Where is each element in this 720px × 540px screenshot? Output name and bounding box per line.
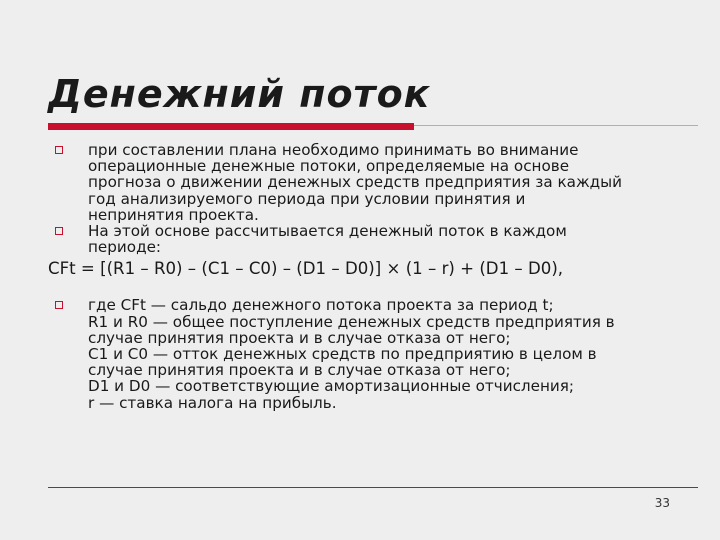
square-bullet-icon bbox=[55, 146, 63, 154]
square-bullet-icon bbox=[55, 301, 63, 309]
footer-divider-line bbox=[48, 487, 698, 488]
text-line: год анализируемого периода при условии принятия и bbox=[88, 189, 526, 208]
spacer bbox=[48, 279, 688, 297]
definition-line: R1 и R0 — общее поступление денежных средств предприятия в bbox=[88, 312, 615, 331]
square-bullet-icon bbox=[55, 227, 63, 235]
bullet-item-definitions bbox=[48, 297, 688, 410]
definition-line: D1 и D0 — соответствующие амортизационные отчисления; bbox=[88, 377, 575, 396]
definition-line: случае принятия проекта и в случае отказа от него; bbox=[88, 328, 511, 347]
text-line: при составлении плана необходимо принимать во внимание bbox=[88, 141, 579, 159]
bullet-item bbox=[48, 142, 688, 223]
definition-line: где CFt — сальдо денежного потока проекта за период t; bbox=[88, 296, 554, 315]
text-line: периоде: bbox=[88, 238, 162, 257]
definition-line: C1 и C0 — отток денежных средств по предприятию в целом в bbox=[88, 345, 597, 364]
text-line: прогноза о движении денежных средств предприятия за каждый bbox=[88, 173, 622, 192]
page-number: 33 bbox=[654, 496, 670, 510]
definition-line: r — ставка налога на прибыль. bbox=[88, 393, 337, 412]
text-line: непринятия проекта. bbox=[88, 205, 259, 224]
text-line: На этой основе рассчитывается денежный поток в каждом bbox=[88, 222, 567, 241]
slide-body bbox=[48, 142, 688, 411]
cash-flow-formula: CFt = [(R1 – R0) – (C1 – C0) – (D1 – D0)] × (1 – r) + (D1 – D0), bbox=[48, 259, 564, 279]
title-accent-bar bbox=[48, 123, 414, 130]
definition-line: случае принятия проекта и в случае отказа от него; bbox=[88, 361, 511, 380]
slide-title: Денежний поток bbox=[48, 72, 431, 116]
bullet-item bbox=[48, 223, 688, 255]
text-line: операционные денежные потоки, определяемые на основе bbox=[88, 157, 570, 176]
